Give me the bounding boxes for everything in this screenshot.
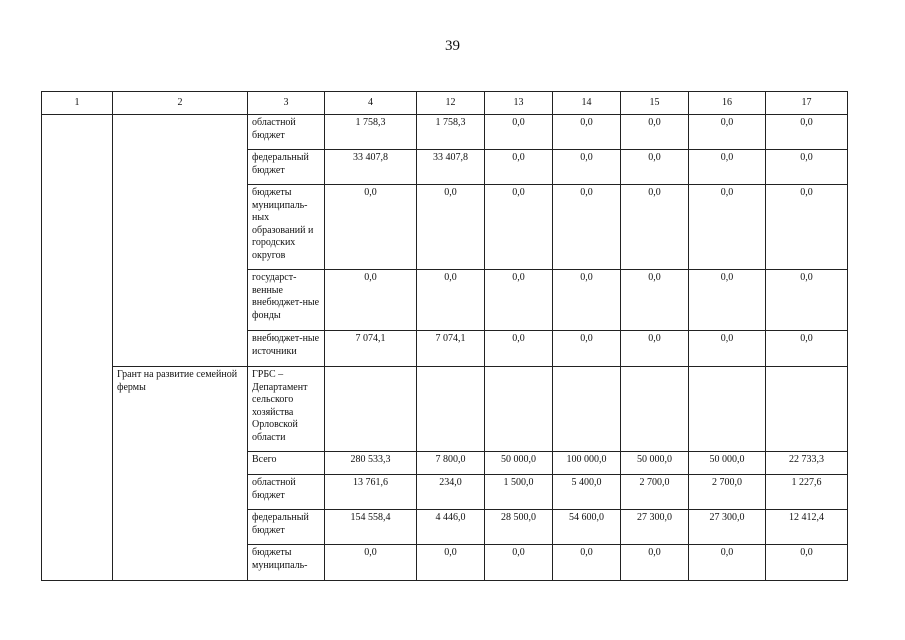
value-cell: 0,0	[689, 270, 766, 331]
funding-source-cell: федеральный бюджет	[248, 510, 325, 545]
value-cell: 280 533,3	[325, 452, 417, 475]
value-cell: 0,0	[325, 270, 417, 331]
program-number-cell	[42, 115, 113, 581]
value-cell: 154 558,4	[325, 510, 417, 545]
funding-source-cell: внебюджет-ные источники	[248, 331, 325, 367]
value-cell: 50 000,0	[621, 452, 689, 475]
value-cell: 0,0	[689, 331, 766, 367]
value-cell: 1 227,6	[766, 475, 848, 510]
value-cell: 0,0	[621, 270, 689, 331]
measure-name-cell	[113, 115, 248, 367]
value-cell: 0,0	[417, 545, 485, 581]
value-cell: 54 600,0	[553, 510, 621, 545]
value-cell	[766, 367, 848, 452]
value-cell: 0,0	[766, 545, 848, 581]
funding-source-cell: государст-венные внебюджет-ные фонды	[248, 270, 325, 331]
value-cell: 0,0	[553, 115, 621, 150]
value-cell: 0,0	[485, 185, 553, 270]
value-cell: 0,0	[485, 115, 553, 150]
value-cell: 0,0	[689, 115, 766, 150]
value-cell	[325, 367, 417, 452]
value-cell: 0,0	[621, 150, 689, 185]
value-cell: 0,0	[766, 150, 848, 185]
table-row	[42, 115, 848, 150]
value-cell: 4 446,0	[417, 510, 485, 545]
column-header: 13	[485, 92, 553, 115]
column-number-row	[42, 92, 848, 115]
value-cell: 0,0	[417, 185, 485, 270]
value-cell: 2 700,0	[621, 475, 689, 510]
value-cell: 0,0	[553, 185, 621, 270]
value-cell: 7 074,1	[417, 331, 485, 367]
value-cell: 0,0	[553, 150, 621, 185]
value-cell: 0,0	[766, 270, 848, 331]
value-cell: 5 400,0	[553, 475, 621, 510]
column-header: 14	[553, 92, 621, 115]
value-cell	[553, 367, 621, 452]
value-cell: 1 758,3	[417, 115, 485, 150]
value-cell	[689, 367, 766, 452]
value-cell: 0,0	[689, 545, 766, 581]
value-cell: 0,0	[621, 115, 689, 150]
value-cell: 12 412,4	[766, 510, 848, 545]
value-cell: 0,0	[485, 150, 553, 185]
value-cell: 0,0	[766, 185, 848, 270]
value-cell: 7 074,1	[325, 331, 417, 367]
value-cell: 0,0	[621, 185, 689, 270]
value-cell: 1 758,3	[325, 115, 417, 150]
value-cell: 0,0	[485, 270, 553, 331]
value-cell: 0,0	[485, 545, 553, 581]
value-cell: 22 733,3	[766, 452, 848, 475]
value-cell: 0,0	[417, 270, 485, 331]
value-cell: 28 500,0	[485, 510, 553, 545]
column-header: 3	[248, 92, 325, 115]
column-header: 12	[417, 92, 485, 115]
funding-source-cell: областной бюджет	[248, 115, 325, 150]
value-cell: 50 000,0	[689, 452, 766, 475]
column-header: 16	[689, 92, 766, 115]
page-number: 39	[445, 38, 460, 54]
funding-source-cell: бюджеты муниципаль-ных образований и городских округов	[248, 185, 325, 270]
measure-name-cell: Грант на развитие семейной фермы	[113, 367, 248, 581]
table-row	[42, 367, 848, 452]
value-cell	[485, 367, 553, 452]
value-cell: 0,0	[766, 331, 848, 367]
value-cell: 0,0	[621, 545, 689, 581]
value-cell: 0,0	[689, 150, 766, 185]
value-cell: 27 300,0	[621, 510, 689, 545]
value-cell: 0,0	[325, 545, 417, 581]
value-cell: 33 407,8	[417, 150, 485, 185]
funding-source-cell: федеральный бюджет	[248, 150, 325, 185]
value-cell: 0,0	[485, 331, 553, 367]
value-cell: 50 000,0	[485, 452, 553, 475]
value-cell: 0,0	[553, 331, 621, 367]
value-cell: 33 407,8	[325, 150, 417, 185]
funding-source-cell: областной бюджет	[248, 475, 325, 510]
value-cell: 0,0	[689, 185, 766, 270]
column-header: 1	[42, 92, 113, 115]
column-header: 15	[621, 92, 689, 115]
value-cell: 2 700,0	[689, 475, 766, 510]
funding-source-cell: ГРБС – Департамент сельского хозяйства Орловской области	[248, 367, 325, 452]
funding-source-cell: бюджеты муниципаль-	[248, 545, 325, 581]
funding-source-cell: Всего	[248, 452, 325, 475]
budget-table	[41, 91, 848, 581]
value-cell: 0,0	[766, 115, 848, 150]
value-cell: 0,0	[553, 545, 621, 581]
value-cell: 7 800,0	[417, 452, 485, 475]
value-cell	[621, 367, 689, 452]
value-cell: 0,0	[553, 270, 621, 331]
column-header: 4	[325, 92, 417, 115]
value-cell: 0,0	[621, 331, 689, 367]
value-cell: 234,0	[417, 475, 485, 510]
value-cell: 27 300,0	[689, 510, 766, 545]
value-cell: 100 000,0	[553, 452, 621, 475]
value-cell: 1 500,0	[485, 475, 553, 510]
value-cell: 0,0	[325, 185, 417, 270]
column-header: 17	[766, 92, 848, 115]
column-header: 2	[113, 92, 248, 115]
value-cell	[417, 367, 485, 452]
value-cell: 13 761,6	[325, 475, 417, 510]
